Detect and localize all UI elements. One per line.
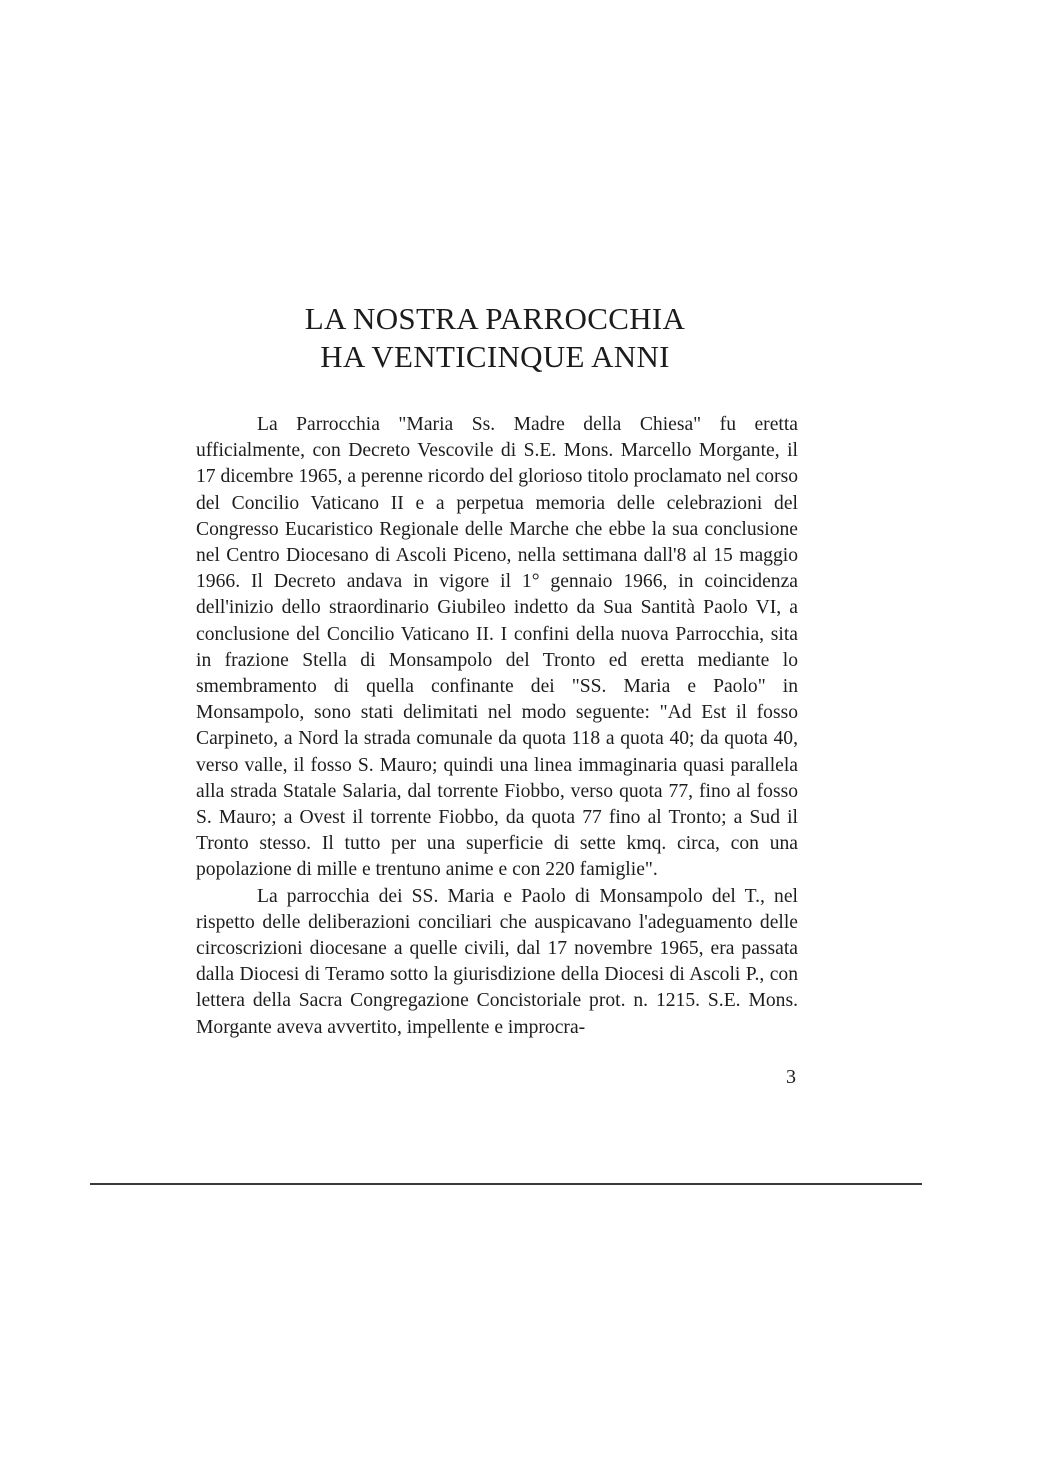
title-line-2: HA VENTICINQUE ANNI	[320, 339, 670, 374]
paragraph-2: La parrocchia dei SS. Maria e Paolo di Monsampolo del T., nel rispetto delle deliberazioni conciliari che auspicavano l'adeguamento delle circoscrizioni diocesane a quelle civili, dal 17 novembre 1965, era passata dalla Diocesi di Teramo sotto la giurisdizione della Diocesi di Ascoli P., con lettera della Sacra Congregazione Concistoriale prot. n. 1215. S.E. Mons. Morgante aveva avvertito, impellente e improcra-	[196, 885, 798, 1038]
paragraph-1: La Parrocchia "Maria Ss. Madre della Chiesa" fu eretta ufficialmente, con Decreto Vescovile di S.E. Mons. Marcello Morgante, il 17 dicembre 1965, a perenne ricordo del glorioso titolo proclamato nel corso del Concilio Vaticano II e a perpetua memoria delle celebrazioni del Congresso Eucaristico Regionale delle Marche che ebbe la sua conclusione nel Centro Diocesano di Ascoli Piceno, nella settimana dall'8 al 15 maggio 1966. Il Decreto andava in vigore il 1° gennaio 1966, in coincidenza dell'inizio dello straordinario Giubileo indetto da Sua Santità Paolo VI, a conclusione del Concilio Vaticano II. I confini della nuova Parrocchia, sita in frazione Stella di Monsampolo del Tronto ed eretta mediante lo smembramento di quella confinante dei "SS. Maria e Paolo" in Monsampolo, sono stati delimitati nel modo seguente: "Ad Est il fosso Carpineto, a Nord la strada comunale da quota 118 a quota 40; da quota 40, verso valle, il fosso S. Mauro; quindi una linea immaginaria quasi parallela alla strada Statale Salaria, dal torrente Fiobbo, verso quota 77, fino al fosso S. Mauro; a Ovest il torrente Fiobbo, da quota 77 fino al Tronto; a Sud il Tronto stesso. Il tutto per una superficie di sette kmq. circa, con una popolazione di mille e trentuno anime e con 220 famiglie".	[196, 414, 798, 881]
page-bottom-rule	[90, 1183, 922, 1185]
page-number: 3	[786, 1066, 796, 1088]
page-title	[190, 300, 800, 376]
title-line-1: LA NOSTRA PARROCCHIA	[304, 301, 686, 336]
body-text	[196, 412, 798, 1041]
